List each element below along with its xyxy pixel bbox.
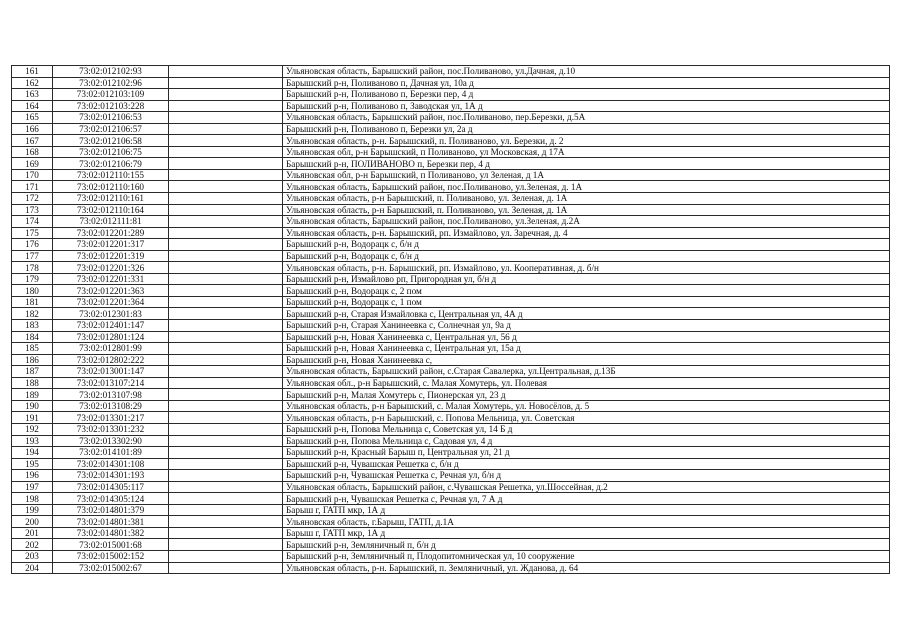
address-cell: Барышский р-н, Земляничный п, Плодопитомническая ул, 10 сооружение <box>283 550 890 562</box>
address-cell: Барышский р-н, Малая Хомутерь с, Пионерская ул, 23 д <box>283 389 890 401</box>
row-number: 170 <box>12 169 53 181</box>
address-cell: Ульяновская обл., р-н Барышский, с. Малая Хомутерь, ул. Полевая <box>283 377 890 389</box>
address-cell: Ульяновская обл, р-н Барышский, п Поливаново, ул Зеленая, д 1А <box>283 169 890 181</box>
address-cell: Ульяновская область, Барышский район, пос.Поливаново, пер.Березки, д.5А <box>283 112 890 124</box>
address-cell: Барышский р-н, Чувашская Решетка с, Речная ул, 7 А д <box>283 493 890 505</box>
cadastral-number: 73:02:012106:53 <box>53 112 169 124</box>
row-number: 179 <box>12 273 53 285</box>
address-cell: Барышский р-н, Чувашская Решетка с, б/н д <box>283 458 890 470</box>
table-row <box>12 562 890 574</box>
address-cell: Ульяновская область, р-н Барышский, с. Малая Хомутерь, ул. Новосёлов, д. 5 <box>283 400 890 412</box>
row-number: 166 <box>12 123 53 135</box>
table-row <box>12 389 890 401</box>
row-number: 202 <box>12 539 53 551</box>
table-row <box>12 239 890 251</box>
row-number: 161 <box>12 66 53 78</box>
empty-cell <box>169 504 283 516</box>
table-row <box>12 158 890 170</box>
cadastral-number: 73:02:012106:57 <box>53 123 169 135</box>
empty-cell <box>169 423 283 435</box>
empty-cell <box>169 493 283 505</box>
table-row <box>12 216 890 228</box>
row-number: 192 <box>12 423 53 435</box>
row-number: 180 <box>12 285 53 297</box>
cadastral-number: 73:02:012102:93 <box>53 66 169 78</box>
property-table <box>11 65 890 574</box>
cadastral-number: 73:02:012102:96 <box>53 77 169 89</box>
table-row <box>12 273 890 285</box>
cadastral-number: 73:02:012110:155 <box>53 169 169 181</box>
empty-cell <box>169 262 283 274</box>
table-row <box>12 550 890 562</box>
table-row <box>12 539 890 551</box>
address-cell: Барышский р-н, Измайлово рп, Пригородная ул, б/н д <box>283 273 890 285</box>
row-number: 167 <box>12 135 53 147</box>
cadastral-number: 73:02:012110:161 <box>53 193 169 205</box>
table-row <box>12 470 890 482</box>
empty-cell <box>169 550 283 562</box>
empty-cell <box>169 481 283 493</box>
cadastral-number: 73:02:015001:68 <box>53 539 169 551</box>
address-cell: Барышский р-н, Поливаново п, Дачная ул, 10а д <box>283 77 890 89</box>
row-number: 176 <box>12 239 53 251</box>
address-cell: Барышский р-н, Водорацк с, б/н д <box>283 250 890 262</box>
address-cell: Барышский р-н, Старая Ханинеевка с, Солнечная ул, 9а д <box>283 320 890 332</box>
address-cell: Барышский р-н, Чувашская Решетка с, Речная ул, б/н д <box>283 470 890 482</box>
address-cell: Барышский р-н, Поливаново п, Березки пер, 4 д <box>283 89 890 101</box>
table-row <box>12 227 890 239</box>
cadastral-number: 73:02:012801:99 <box>53 343 169 355</box>
row-number: 195 <box>12 458 53 470</box>
row-number: 184 <box>12 331 53 343</box>
address-cell: Барышский р-н, Попова Мельница с, Советская ул, 14 Б д <box>283 423 890 435</box>
cadastral-number: 73:02:015002:67 <box>53 562 169 574</box>
empty-cell <box>169 366 283 378</box>
cadastral-number: 73:02:012110:164 <box>53 204 169 216</box>
table-row <box>12 320 890 332</box>
row-number: 182 <box>12 308 53 320</box>
cadastral-number: 73:02:014301:193 <box>53 470 169 482</box>
cadastral-number: 73:02:012111:81 <box>53 216 169 228</box>
row-number: 198 <box>12 493 53 505</box>
empty-cell <box>169 470 283 482</box>
table-row <box>12 343 890 355</box>
address-cell: Ульяновская область, р-н. Барышский, рп. Измайлово, ул. Заречная, д. 4 <box>283 227 890 239</box>
address-cell: Ульяновская область, р-н. Барышский, п. Земляничный, ул. Жданова, д. 64 <box>283 562 890 574</box>
empty-cell <box>169 400 283 412</box>
row-number: 171 <box>12 181 53 193</box>
empty-cell <box>169 285 283 297</box>
table-row <box>12 135 890 147</box>
address-cell: Барышский р-н, Красный Барыш п, Центральная ул, 21 д <box>283 447 890 459</box>
cadastral-number: 73:02:012106:58 <box>53 135 169 147</box>
empty-cell <box>169 216 283 228</box>
address-cell: Барышский р-н, ПОЛИВАНОВО п, Березки пер, 4 д <box>283 158 890 170</box>
table-row <box>12 354 890 366</box>
table-row <box>12 400 890 412</box>
address-cell: Барышский р-н, Новая Ханинеевка с, Центральная ул, 56 д <box>283 331 890 343</box>
table-row <box>12 204 890 216</box>
address-cell: Ульяновская область, Барышский район, пос.Поливаново, ул.Зеленая, д. 1А <box>283 181 890 193</box>
cadastral-number: 73:02:013301:232 <box>53 423 169 435</box>
row-number: 201 <box>12 527 53 539</box>
table-row <box>12 296 890 308</box>
cadastral-number: 73:02:012201:326 <box>53 262 169 274</box>
row-number: 173 <box>12 204 53 216</box>
empty-cell <box>169 412 283 424</box>
address-cell: Барышский р-н, Водорацк с, 2 пом <box>283 285 890 297</box>
row-number: 163 <box>12 89 53 101</box>
cadastral-number: 73:02:014801:379 <box>53 504 169 516</box>
cadastral-number: 73:02:012201:331 <box>53 273 169 285</box>
address-cell: Барышский р-н, Земляничный п, б/н д <box>283 539 890 551</box>
cadastral-number: 73:02:012301:83 <box>53 308 169 320</box>
empty-cell <box>169 66 283 78</box>
table-row <box>12 181 890 193</box>
cadastral-number: 73:02:012801:124 <box>53 331 169 343</box>
table-row <box>12 412 890 424</box>
row-number: 181 <box>12 296 53 308</box>
empty-cell <box>169 562 283 574</box>
empty-cell <box>169 239 283 251</box>
row-number: 172 <box>12 193 53 205</box>
empty-cell <box>169 320 283 332</box>
address-cell: Барышский р-н, Новая Ханинеевка с, Центральная ул, 15а д <box>283 343 890 355</box>
empty-cell <box>169 516 283 528</box>
empty-cell <box>169 458 283 470</box>
row-number: 193 <box>12 435 53 447</box>
empty-cell <box>169 112 283 124</box>
cadastral-number: 73:02:013301:217 <box>53 412 169 424</box>
table-row <box>12 285 890 297</box>
empty-cell <box>169 296 283 308</box>
cadastral-number: 73:02:013001:147 <box>53 366 169 378</box>
row-number: 165 <box>12 112 53 124</box>
row-number: 186 <box>12 354 53 366</box>
address-cell: Ульяновская область, Барышский район, пос.Поливаново, ул.Зеленая, д.2А <box>283 216 890 228</box>
empty-cell <box>169 89 283 101</box>
table-row <box>12 377 890 389</box>
cadastral-number: 73:02:012201:289 <box>53 227 169 239</box>
address-cell: Барышский р-н, Водорацк с, 1 пом <box>283 296 890 308</box>
empty-cell <box>169 193 283 205</box>
address-cell: Ульяновская область, р-н. Барышский, рп. Измайлово, ул. Кооперативная, д. б/н <box>283 262 890 274</box>
cadastral-number: 73:02:012201:363 <box>53 285 169 297</box>
empty-cell <box>169 158 283 170</box>
row-number: 185 <box>12 343 53 355</box>
row-number: 183 <box>12 320 53 332</box>
cadastral-number: 73:02:012201:364 <box>53 296 169 308</box>
address-cell: Барышский р-н, Старая Измайловка с, Центральная ул, 4А д <box>283 308 890 320</box>
row-number: 194 <box>12 447 53 459</box>
empty-cell <box>169 100 283 112</box>
table-row <box>12 262 890 274</box>
cadastral-number: 73:02:013108:29 <box>53 400 169 412</box>
table-row <box>12 169 890 181</box>
table-row <box>12 435 890 447</box>
empty-cell <box>169 527 283 539</box>
table-row <box>12 481 890 493</box>
empty-cell <box>169 308 283 320</box>
table-row <box>12 123 890 135</box>
table-row <box>12 146 890 158</box>
address-cell: Барышский р-н, Водорацк с, б/н д <box>283 239 890 251</box>
cadastral-number: 73:02:012201:319 <box>53 250 169 262</box>
empty-cell <box>169 227 283 239</box>
address-cell: Ульяновская область, Барышский район, с.Старая Савалерка, ул.Центральная, д.13Б <box>283 366 890 378</box>
row-number: 169 <box>12 158 53 170</box>
row-number: 203 <box>12 550 53 562</box>
table-row <box>12 516 890 528</box>
address-cell: Барышский р-н, Попова Мельница с, Садовая ул, 4 д <box>283 435 890 447</box>
table-row <box>12 366 890 378</box>
table-row <box>12 423 890 435</box>
cadastral-number: 73:02:012401:147 <box>53 320 169 332</box>
cadastral-number: 73:02:012103:228 <box>53 100 169 112</box>
row-number: 191 <box>12 412 53 424</box>
address-cell: Барыш г, ГАТП мкр, 1А д <box>283 504 890 516</box>
row-number: 162 <box>12 77 53 89</box>
empty-cell <box>169 181 283 193</box>
row-number: 177 <box>12 250 53 262</box>
cadastral-number: 73:02:014305:117 <box>53 481 169 493</box>
table-row <box>12 308 890 320</box>
row-number: 200 <box>12 516 53 528</box>
address-cell: Барыш г, ГАТП мкр, 1А д <box>283 527 890 539</box>
empty-cell <box>169 377 283 389</box>
empty-cell <box>169 331 283 343</box>
address-cell: Ульяновская область, Барышский район, с.Чувашская Решетка, ул.Шоссейная, д.2 <box>283 481 890 493</box>
empty-cell <box>169 77 283 89</box>
row-number: 199 <box>12 504 53 516</box>
address-cell: Ульяновская область, Барышский район, пос.Поливаново, ул.Дачная, д.10 <box>283 66 890 78</box>
cadastral-number: 73:02:013107:98 <box>53 389 169 401</box>
empty-cell <box>169 250 283 262</box>
empty-cell <box>169 146 283 158</box>
address-cell: Барышский р-н, Поливаново п, Заводская ул, 1А д <box>283 100 890 112</box>
table-row <box>12 527 890 539</box>
empty-cell <box>169 447 283 459</box>
table-row <box>12 100 890 112</box>
empty-cell <box>169 343 283 355</box>
row-number: 188 <box>12 377 53 389</box>
address-cell: Ульяновская область, р-н Барышский, п. Поливаново, ул. Зеленая, д. 1А <box>283 204 890 216</box>
row-number: 174 <box>12 216 53 228</box>
address-cell: Ульяновская область, р-н Барышский, п. Поливаново, ул. Зеленая, д. 1А <box>283 193 890 205</box>
address-cell: Ульяновская область, р-н Барышский, с. Попова Мельница, ул. Советская <box>283 412 890 424</box>
address-cell: Барышский р-н, Новая Ханинеевка с, <box>283 354 890 366</box>
cadastral-number: 73:02:014101:89 <box>53 447 169 459</box>
empty-cell <box>169 204 283 216</box>
cadastral-number: 73:02:012106:79 <box>53 158 169 170</box>
table-body <box>12 66 890 574</box>
table-row <box>12 193 890 205</box>
cadastral-number: 73:02:012110:160 <box>53 181 169 193</box>
cadastral-number: 73:02:014301:108 <box>53 458 169 470</box>
table-row <box>12 112 890 124</box>
table-row <box>12 493 890 505</box>
table-row <box>12 89 890 101</box>
cadastral-number: 73:02:014801:382 <box>53 527 169 539</box>
row-number: 204 <box>12 562 53 574</box>
cadastral-number: 73:02:012103:109 <box>53 89 169 101</box>
row-number: 197 <box>12 481 53 493</box>
table-row <box>12 66 890 78</box>
table-row <box>12 77 890 89</box>
table-row <box>12 447 890 459</box>
address-cell: Ульяновская область, г.Барыш, ГАТП, д.1А <box>283 516 890 528</box>
table-row <box>12 331 890 343</box>
empty-cell <box>169 389 283 401</box>
address-cell: Ульяновская обл, р-н Барышский, п Поливаново, ул Московская, д 17А <box>283 146 890 158</box>
empty-cell <box>169 539 283 551</box>
cadastral-number: 73:02:012802:222 <box>53 354 169 366</box>
row-number: 164 <box>12 100 53 112</box>
cadastral-number: 73:02:013107:214 <box>53 377 169 389</box>
row-number: 189 <box>12 389 53 401</box>
cadastral-number: 73:02:012106:75 <box>53 146 169 158</box>
table-row <box>12 504 890 516</box>
address-cell: Барышский р-н, Поливаново п, Березки ул, 2а д <box>283 123 890 135</box>
cadastral-number: 73:02:014801:381 <box>53 516 169 528</box>
cadastral-number: 73:02:012201:317 <box>53 239 169 251</box>
row-number: 196 <box>12 470 53 482</box>
cadastral-number: 73:02:014305:124 <box>53 493 169 505</box>
empty-cell <box>169 354 283 366</box>
empty-cell <box>169 273 283 285</box>
table-row <box>12 458 890 470</box>
row-number: 168 <box>12 146 53 158</box>
row-number: 190 <box>12 400 53 412</box>
empty-cell <box>169 123 283 135</box>
row-number: 175 <box>12 227 53 239</box>
empty-cell <box>169 135 283 147</box>
row-number: 178 <box>12 262 53 274</box>
row-number: 187 <box>12 366 53 378</box>
table-row <box>12 250 890 262</box>
cadastral-number: 73:02:013302:90 <box>53 435 169 447</box>
cadastral-number: 73:02:015002:152 <box>53 550 169 562</box>
address-cell: Ульяновская область, р-н. Барышский, п. Поливаново, ул. Березки, д. 2 <box>283 135 890 147</box>
empty-cell <box>169 435 283 447</box>
empty-cell <box>169 169 283 181</box>
